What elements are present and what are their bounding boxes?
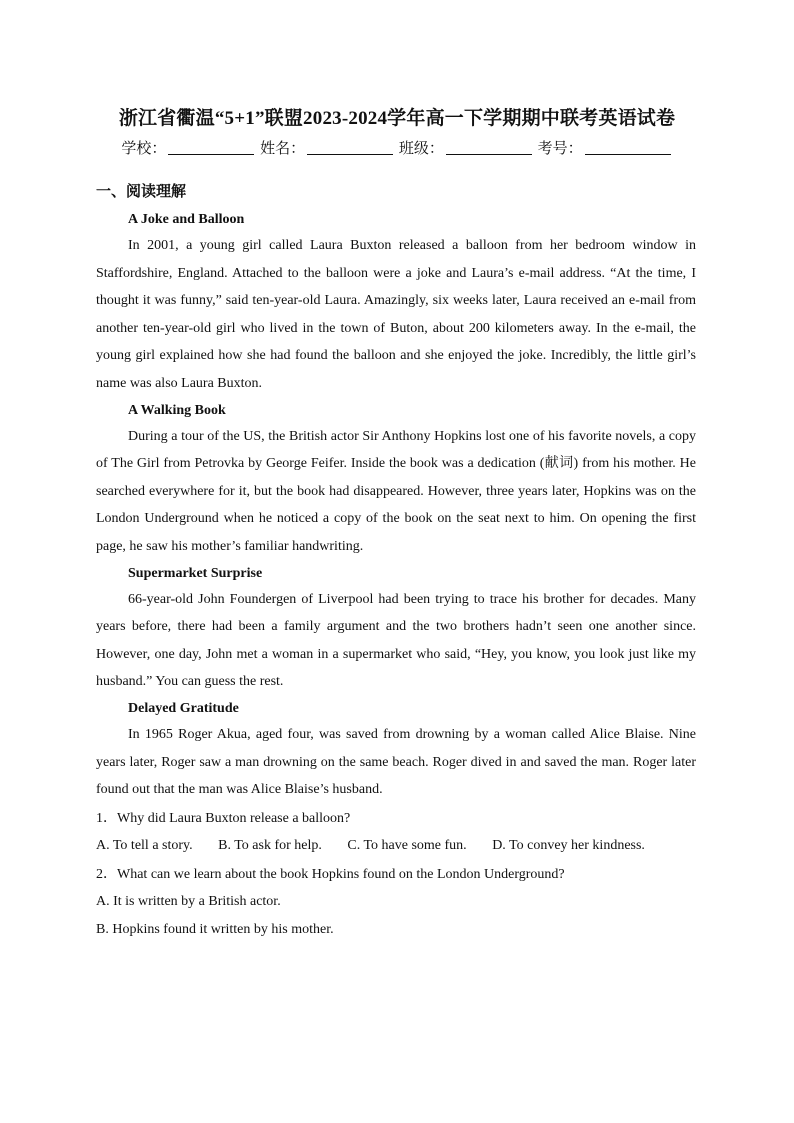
option-b[interactable]: B. Hopkins found it written by his mother. [96, 922, 334, 938]
exam-number-label: 考号： [537, 141, 583, 157]
passage-text: In 2001, a young girl called Laura Buxton released a balloon from her bedroom window in Staffordshire, England. Attached to the balloon were a joke and Laura’s e-mail address. “At the time, I thought it was funny,” said ten-year-old Laura. Amazingly, six weeks later, Laura received an e-mail from another ten-year-old girl who lived in the town of Buton, about 200 kilometers away. In the e-mail, the young girl explained how she had found the balloon and she enjoyed the joke. Incredibly, the little girl’s name was also Laura Buxton. [96, 238, 696, 391]
question-stem: 1．Why did Laura Buxton release a balloon? [96, 810, 351, 826]
question-stem: 2．What can we learn about the book Hopkins found on the London Underground? [96, 866, 565, 882]
option-a[interactable]: A. To tell a story. [96, 838, 193, 854]
question-options [96, 832, 696, 860]
option-d[interactable]: D. To convey her kindness. [492, 838, 645, 854]
passage-title: Supermarket Surprise [128, 565, 263, 581]
name-blank[interactable] [307, 140, 393, 155]
student-info-line [0, 137, 794, 158]
option-c[interactable]: C. To have some fun. [347, 838, 467, 854]
section-heading: 一、阅读理解 [96, 184, 187, 200]
school-label: 学校： [121, 141, 167, 157]
passage-text: In 1965 Roger Akua, aged four, was saved from drowning by a woman called Alice Blaise. Nine years later, Roger saw a man drowning on the same beach. Roger dived in and saved the man. Roger later found out that the man was Alice Blaise’s husband. [96, 726, 696, 798]
class-blank[interactable] [446, 140, 532, 155]
name-label: 姓名： [260, 141, 306, 157]
exam-number-blank[interactable] [585, 140, 671, 155]
passage-text: During a tour of the US, the British actor Sir Anthony Hopkins lost one of his favorite novels, a copy of The Girl from Petrovka by George Feifer. Inside the book was a dedication (献词) from his mother. He searched everywhere for it, but the book had disappeared. However, three years later, Hopkins was on the London Underground when he noticed a copy of the book on the seat next to him. On opening the first page, he saw his mother’s familiar handwriting. [96, 428, 696, 554]
exam-content [96, 180, 696, 944]
option-a[interactable]: A. It is written by a British actor. [96, 894, 281, 910]
passage-title: A Walking Book [128, 402, 226, 418]
passage-title: A Joke and Balloon [128, 212, 245, 227]
school-blank[interactable] [168, 140, 254, 155]
class-label: 班级： [398, 141, 444, 157]
exam-title: 浙江省衢温“5+1”联盟2023-2024学年高一下学期期中联考英语试卷 [118, 108, 676, 129]
passage-text: 66-year-old John Foundergen of Liverpool had been trying to trace his brother for decades. Many years before, there had been a family argument and the two brothers hadn’t seen one another since. However, one day, John met a woman in a supermarket who said, “Hey, you know, you look just like my husband.” You can guess the rest. [96, 591, 696, 690]
passage-title: Delayed Gratitude [128, 700, 239, 716]
option-b[interactable]: B. To ask for help. [218, 838, 322, 854]
